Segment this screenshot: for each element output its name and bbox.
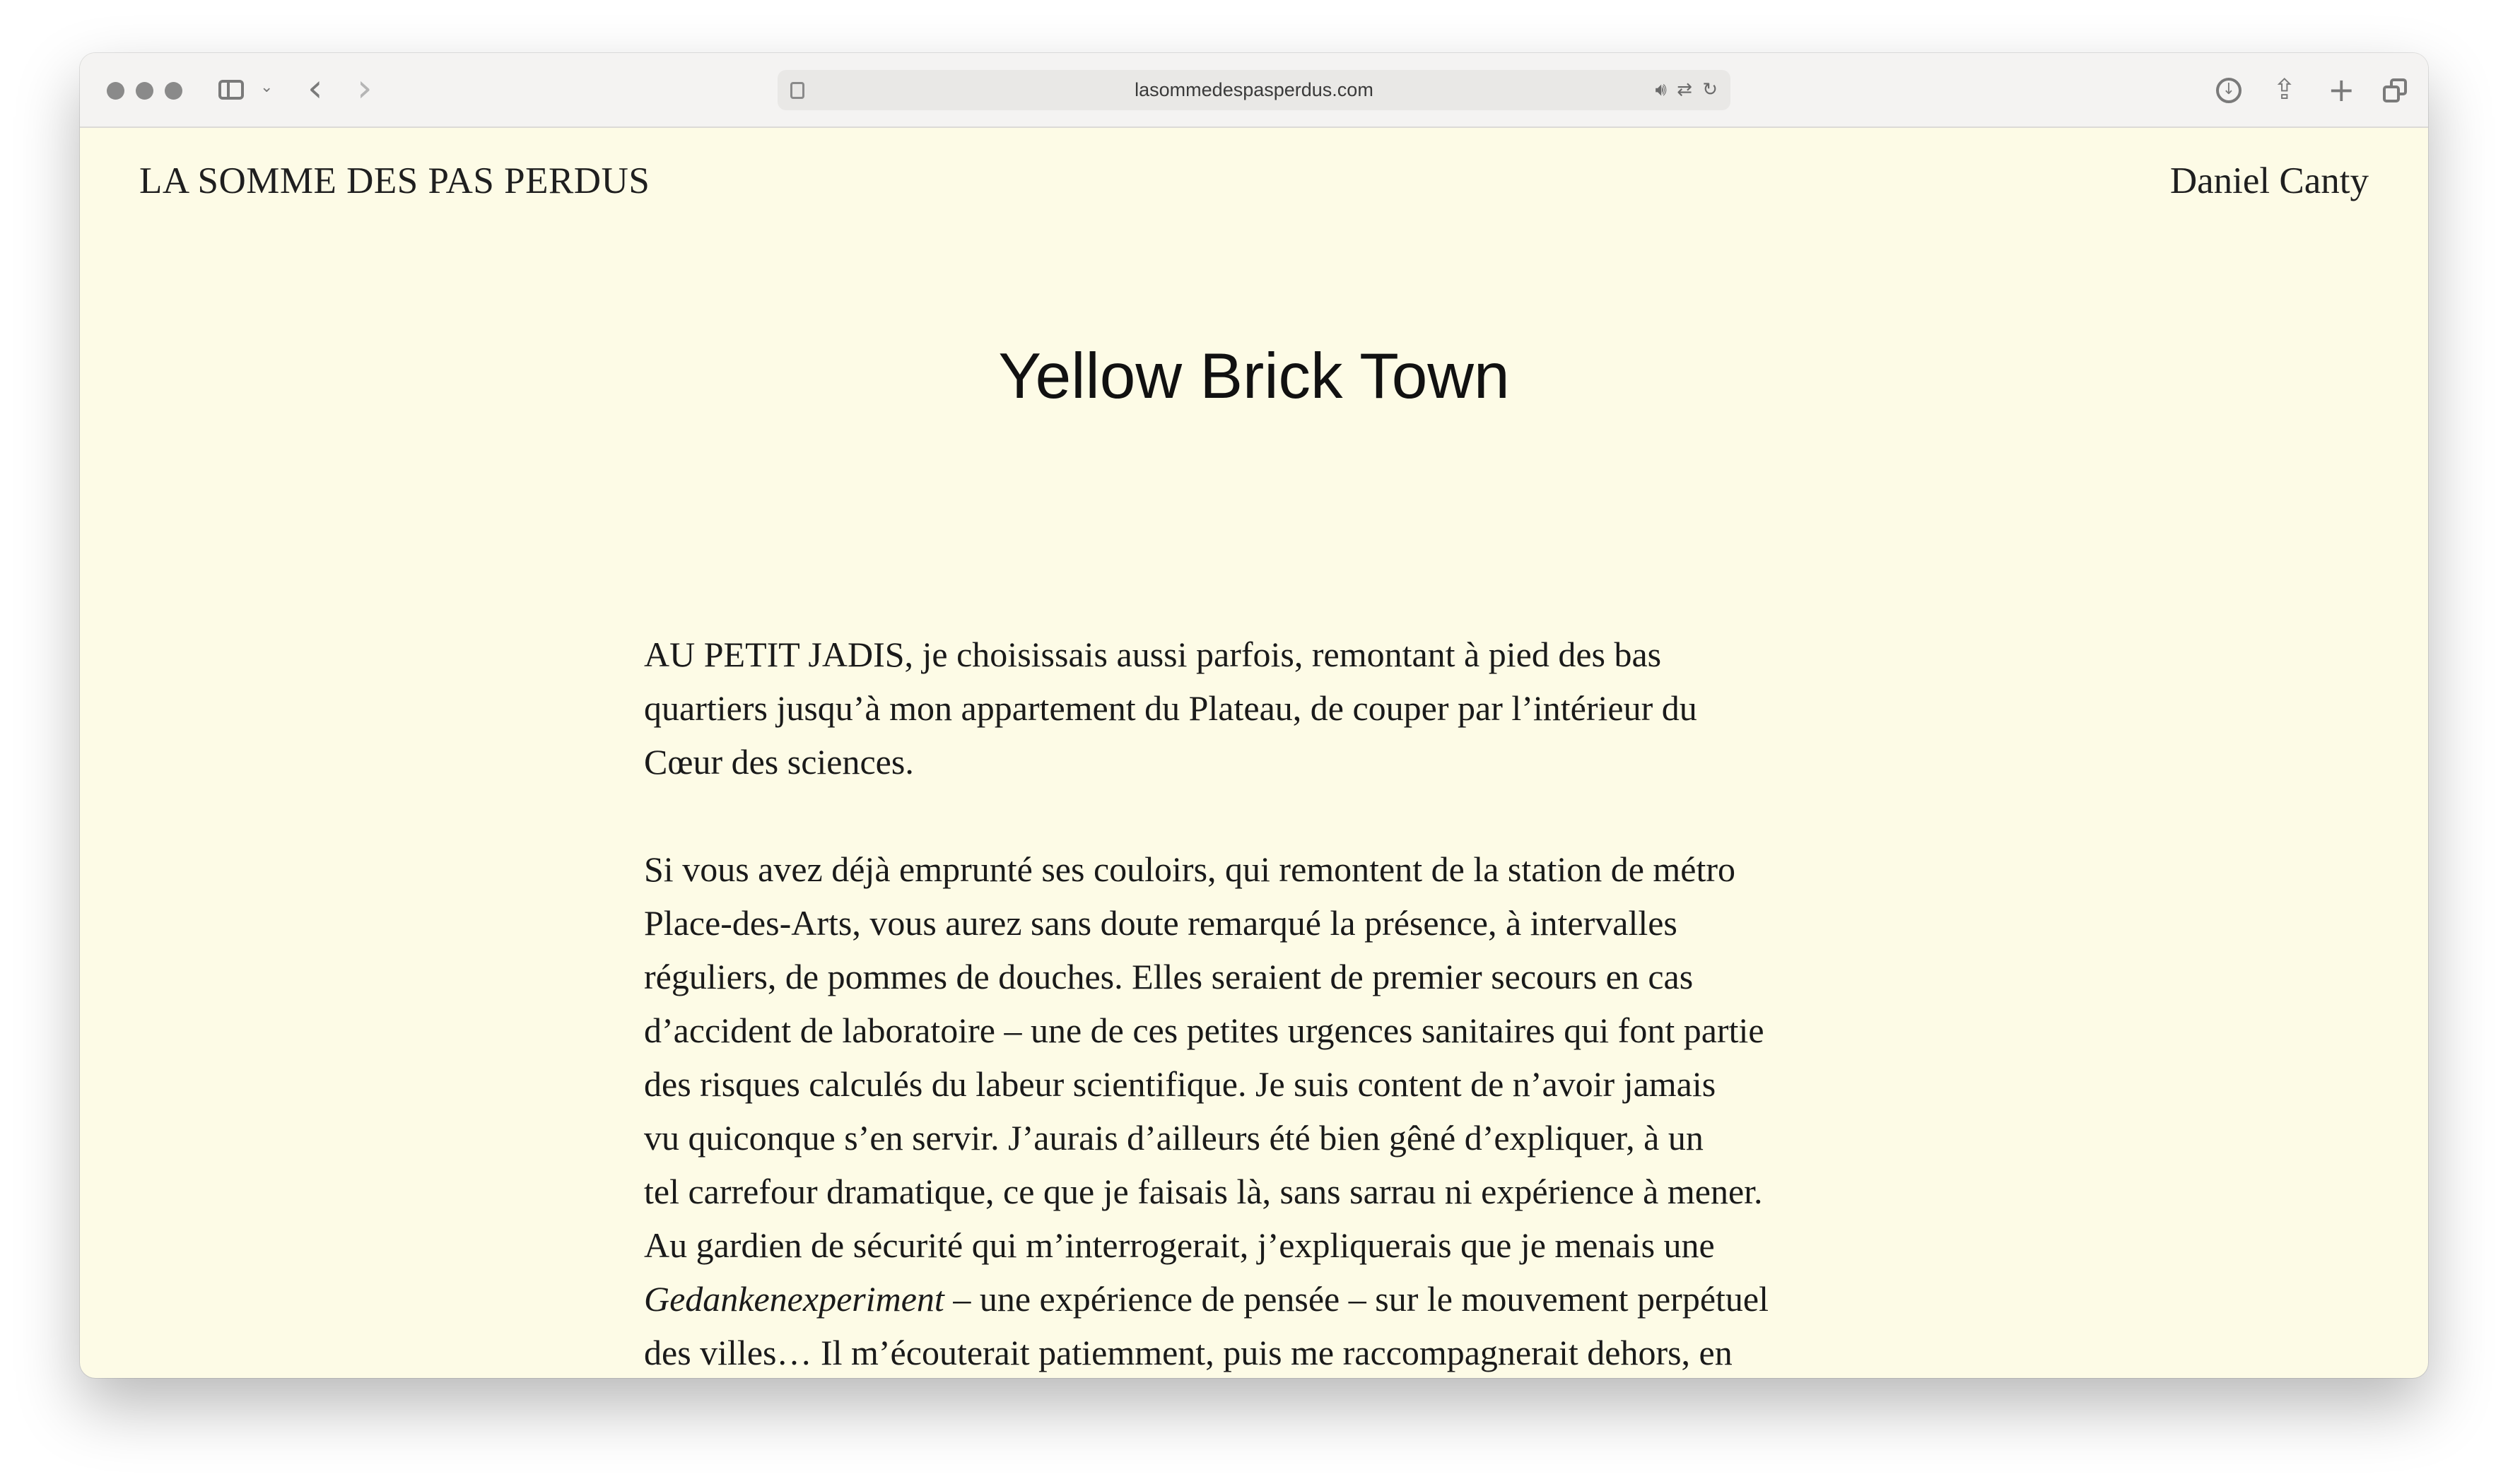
- site-title-link[interactable]: LA SOMME DES PAS PERDUS: [139, 160, 650, 201]
- sidebar-toggle-icon[interactable]: [218, 80, 244, 100]
- download-icon[interactable]: ↓: [2216, 78, 2242, 103]
- text-line: quartiers jusqu’à mon appartement du Plateau, de couper par l’intérieur du: [644, 688, 1697, 728]
- text-line: des villes… Il m’écouterait patiemment, puis me raccompagnerait dehors, en: [644, 1333, 1733, 1372]
- text-line: Au gardien de sécurité qui m’interrogerait, j’expliquerais que je menais une: [644, 1225, 1715, 1265]
- paragraph: [644, 842, 1888, 1378]
- tab-overview-icon[interactable]: [2383, 78, 2407, 102]
- chevron-down-icon[interactable]: ⌄: [260, 78, 274, 96]
- translate-icon[interactable]: ⇄: [1677, 79, 1692, 100]
- minimize-window-button[interactable]: [136, 82, 153, 100]
- text-line: d’accident de laboratoire – une de ces petites urgences sanitaires qui font partie: [644, 1011, 1764, 1050]
- url-actions: [1655, 70, 1718, 110]
- text-line: réguliers, de pommes de douches. Elles seraient de premier secours en cas: [644, 957, 1694, 996]
- address-bar[interactable]: [778, 70, 1730, 110]
- page-content: [80, 128, 2428, 1378]
- new-tab-icon[interactable]: +: [2328, 71, 2355, 109]
- share-icon[interactable]: ⇪: [2273, 73, 2297, 106]
- forward-button[interactable]: ›: [357, 66, 373, 110]
- speaker-icon[interactable]: 🔊︎: [1655, 79, 1667, 100]
- text-line: Place-des-Arts, vous aurez sans doute remarqué la présence, à intervalles: [644, 903, 1677, 943]
- text-line: Si vous avez déjà emprunté ses couloirs, qui remontent de la station de métro: [644, 849, 1736, 889]
- reload-icon[interactable]: ↻: [1702, 79, 1718, 100]
- italic-term: Gedankenexperiment: [644, 1279, 944, 1319]
- zoom-window-button[interactable]: [165, 82, 182, 100]
- close-window-button[interactable]: [107, 82, 124, 100]
- url-text[interactable]: lasommedespasperdus.com: [1135, 79, 1373, 100]
- text-line: des risques calculés du labeur scientifique. Je suis content de n’avoir jamais: [644, 1064, 1716, 1104]
- author-link[interactable]: Daniel Canty: [2169, 160, 2369, 201]
- text-line: tel carrefour dramatique, ce que je faisais là, sans sarrau ni expérience à mener.: [644, 1172, 1763, 1211]
- paragraph: [644, 628, 1888, 789]
- article-body: [644, 628, 1888, 1378]
- browser-toolbar: [80, 53, 2428, 128]
- text-line: AU PETIT JADIS, je choisissais aussi parfois, remontant à pied des bas: [644, 635, 1662, 674]
- text-line-with-italic: [644, 1272, 1888, 1326]
- back-button[interactable]: ‹: [307, 66, 323, 110]
- text-line: Cœur des sciences.: [644, 742, 914, 782]
- text-fragment: – une expérience de pensée – sur le mouvement perpétuel: [953, 1279, 1769, 1319]
- text-line: vu quiconque s’en servir. J’aurais d’ailleurs été bien gêné d’expliquer, à un: [644, 1118, 1704, 1158]
- article-title: Yellow Brick Town: [998, 341, 1510, 412]
- browser-window: [80, 53, 2428, 1378]
